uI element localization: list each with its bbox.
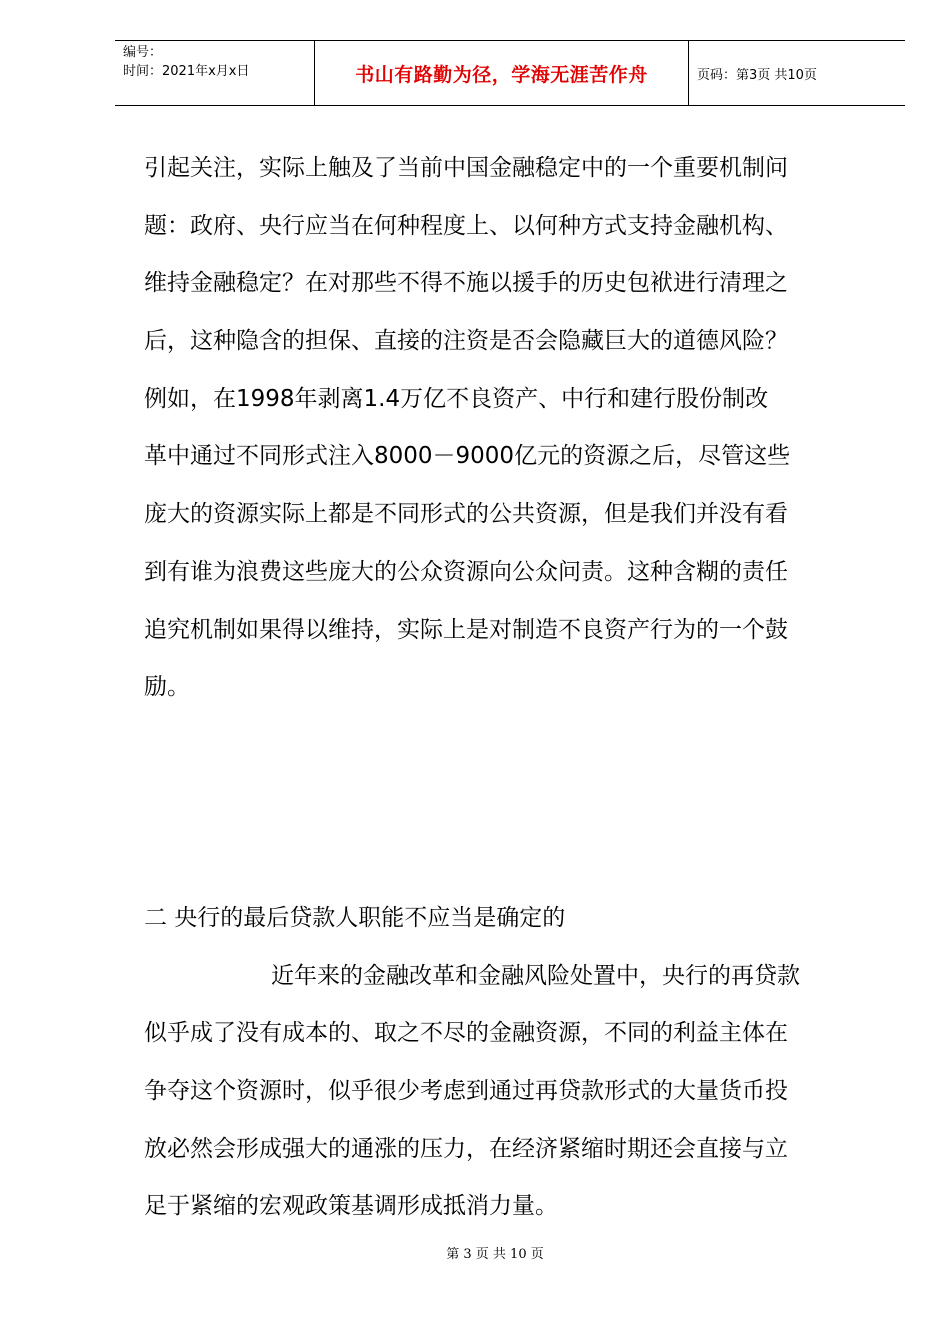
text-line: 足于紧缩的宏观政策基调形成抵消力量。 — [144, 1193, 558, 1220]
header-meta — [115, 41, 315, 105]
document-body — [144, 140, 884, 1236]
text-line: 近年来的金融改革和金融风险处置中，央行的再贷款 — [271, 962, 800, 989]
text-line: 庞大的资源实际上都是不同形式的公共资源，但是我们并没有看 — [144, 501, 788, 528]
paragraph-2 — [144, 948, 884, 1236]
header-motto: 书山有路勤为径，学海无涯苦作舟 — [315, 41, 689, 105]
text-line: 励。 — [144, 674, 190, 701]
paragraph-1 — [144, 140, 884, 717]
text-line: 放必然会形成强大的通涨的压力，在经济紧缩时期还会直接与立 — [144, 1135, 788, 1162]
text-line: 题：政府、央行应当在何种程度上、以何种方式支持金融机构、 — [144, 212, 788, 239]
section-spacer — [144, 717, 884, 890]
document-number-label: 编号： — [123, 45, 163, 60]
text-line: 追究机制如果得以维持，实际上是对制造不良资产行为的一个鼓 — [144, 616, 788, 643]
text-line: 争夺这个资源时，似乎很少考虑到通过再贷款形式的大量货币投 — [144, 1077, 788, 1104]
text-line: 例如，在1998年剥离1.4万亿不良资产、中行和建行股份制改 — [144, 385, 769, 412]
text-line: 革中通过不同形式注入8000－9000亿元的资源之后，尽管这些 — [144, 443, 791, 470]
text-line: 后，这种隐含的担保、直接的注资是否会隐藏巨大的道德风险？ — [144, 328, 788, 355]
text-line: 维持金融稳定？在对那些不得不施以援手的历史包袱进行清理之 — [144, 270, 788, 297]
document-date-label: 时间：2021年x月x日 — [123, 64, 250, 79]
section-heading: 二 央行的最后贷款人职能不应当是确定的 — [144, 904, 566, 931]
text-line: 引起关注，实际上触及了当前中国金融稳定中的一个重要机制问 — [144, 155, 788, 181]
text-line: 到有谁为浪费这些庞大的公众资源向公众问责。这种含糊的责任 — [144, 558, 788, 585]
page-footer: 第 3 页 共 10 页 — [446, 1247, 544, 1262]
header-page-info: 页码：第3页 共10页 — [697, 67, 817, 83]
text-line: 似乎成了没有成本的、取之不尽的金融资源，不同的利益主体在 — [144, 1020, 788, 1047]
page-header — [115, 40, 905, 106]
